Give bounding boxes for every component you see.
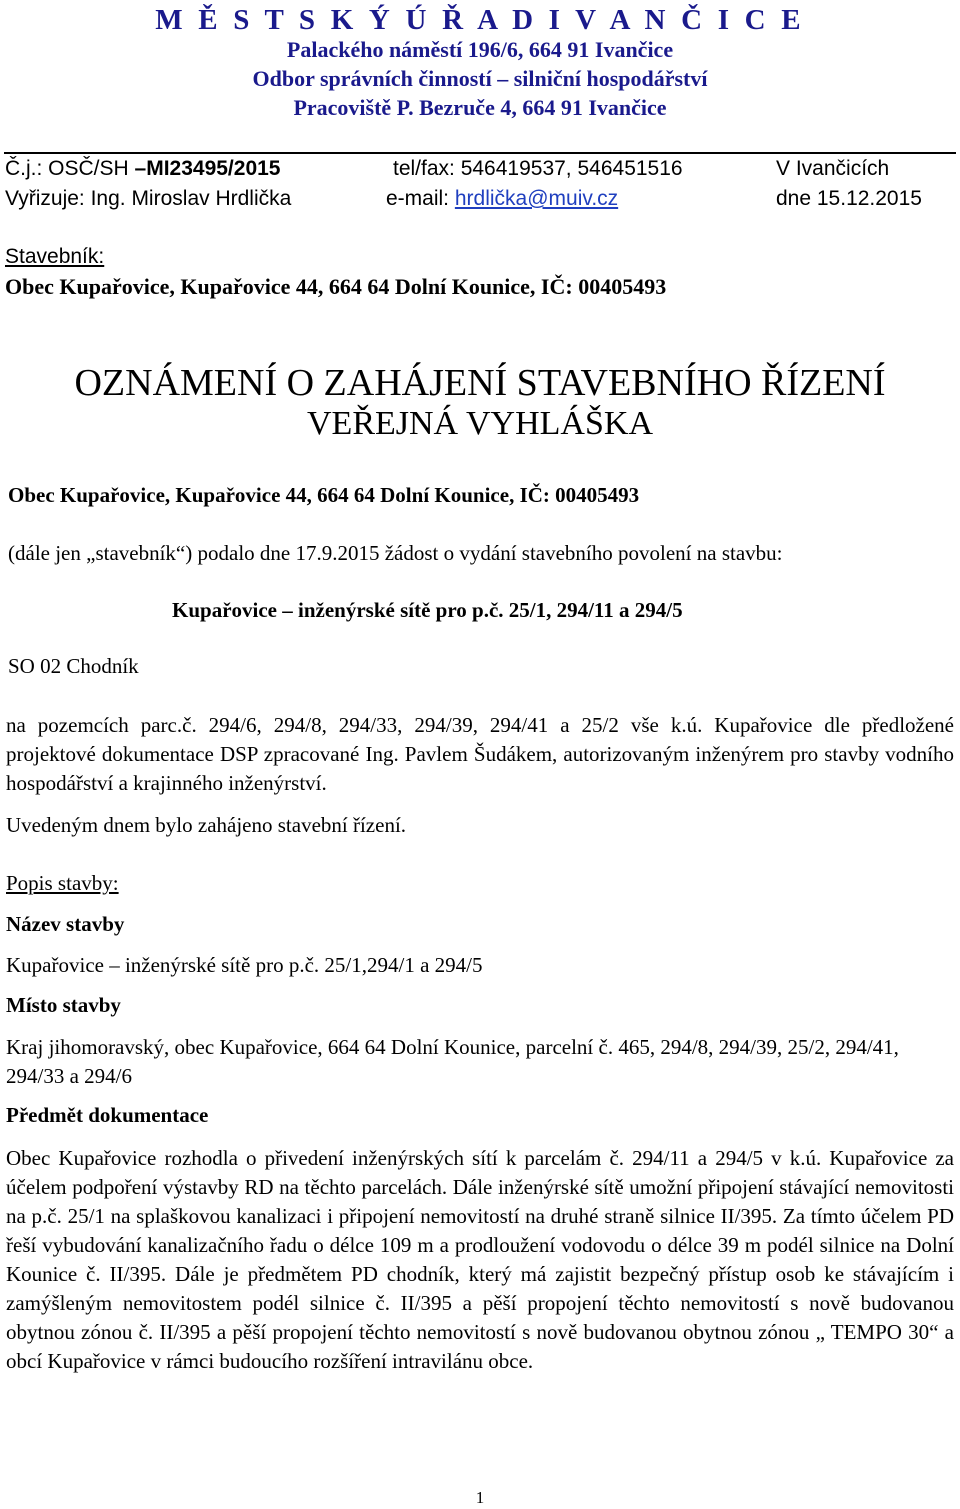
phone: tel/fax: 546419537, 546451516	[393, 157, 683, 180]
request-text: (dále jen „stavebník“) podalo dne 17.9.2015 žádost o vydání stavebního povolení na stavbu:	[8, 541, 783, 565]
email-link[interactable]: hrdlička@muiv.cz	[454, 187, 619, 210]
office-address: Palackého náměstí 196/6, 664 91 Ivančice	[286, 37, 674, 62]
builder-label: Stavebník:	[5, 245, 105, 268]
date: dne 15.12.2015	[776, 187, 922, 210]
header-divider	[4, 152, 956, 154]
place-label: Místo stavby	[6, 993, 121, 1017]
email-label: e-mail:	[386, 187, 455, 210]
name-label: Název stavby	[6, 912, 125, 936]
handler: Vyřizuje: Ing. Miroslav Hrdlička	[5, 187, 292, 210]
page-number: 1	[475, 1488, 485, 1507]
place-value: Kraj jihomoravský, obec Kupařovice, 664 64 Dolní Kounice, parcelní č. 465, 294/8, 294/39, 25/2, 294/41, 294/33 a 294/6	[6, 1035, 899, 1088]
project-title: Kupařovice – inženýrské sítě pro p.č. 25/1, 294/11 a 294/5	[172, 598, 683, 622]
email-row	[386, 187, 618, 211]
office-name: M Ě S T S K Ý Ú Ř A D I V A N Č I C E	[155, 4, 805, 36]
subject-paragraph: Obec Kupařovice rozhodla o přivedení inženýrských sítí k parcelám č. 294/11 a 294/5 v k.ú. Kupařovice za účelem podpoření výstavby RD na těchto parcelách. Dále inženýrské sítě umožní připojení stávající nemovitosti na p.č. 25/1 na splaškovou kanalizaci i připojení nemovitostí na druhé straně silnice II/395. Za tímto účelem PD řeší vybudování kanalizačního řadu o délce 109 m a prodloužení vodovodu o délce 39 m podél silnice na Dolní Kounice č. II/395. Dále je předmětem PD chodník, který má zajistit bezpečný přístup osob ke stávajícím i zamýšleným nemovitostem podél silnice č. II/395 a pěší propojení těchto nemovitostí s nově budovanou obytnou zónou č. II/395 a pěší propojení těchto nemovitostí s nově budovanou obytnou zónou „ TEMPO 30“ a obcí Kupařovice v rámci budoucího rozšíření intravilánu obce.	[6, 1146, 954, 1373]
applicant: Obec Kupařovice, Kupařovice 44, 664 64 Dolní Kounice, IČ: 00405493	[8, 483, 640, 507]
office-workplace: Pracoviště P. Bezruče 4, 664 91 Ivančice	[293, 95, 667, 120]
place: V Ivančicích	[776, 157, 890, 180]
proceedings-started: Uvedeným dnem bylo zahájeno stavební řízení.	[6, 813, 407, 837]
subject-label: Předmět dokumentace	[6, 1103, 209, 1127]
reference-number	[5, 157, 281, 181]
reference-value: –MI23495/2015	[134, 157, 281, 180]
reference-label: Č.j.: OSČ/SH	[5, 157, 135, 180]
so-label: SO 02 Chodník	[8, 654, 139, 678]
builder-value: Obec Kupařovice, Kupařovice 44, 664 64 Dolní Kounice, IČ: 00405493	[5, 274, 667, 299]
name-value: Kupařovice – inženýrské sítě pro p.č. 25/1,294/1 a 294/5	[6, 953, 483, 977]
parcels-paragraph: na pozemcích parc.č. 294/6, 294/8, 294/33, 294/39, 294/41 a 25/2 vše k.ú. Kupařovice dle předložené projektové dokumentace DSP zpracované Ing. Pavlem Šudákem, autorizovaným inženýrem pro stavby vodního hospodářství a krajinného inženýrství.	[6, 713, 954, 795]
notice-title: OZNÁMENÍ O ZAHÁJENÍ STAVEBNÍHO ŘÍZENÍ	[74, 362, 886, 404]
notice-subtitle: VEŘEJNÁ VYHLÁŠKA	[307, 405, 653, 442]
office-department: Odbor správních činností – silniční hospodářství	[252, 66, 708, 91]
description-heading: Popis stavby:	[6, 871, 119, 895]
